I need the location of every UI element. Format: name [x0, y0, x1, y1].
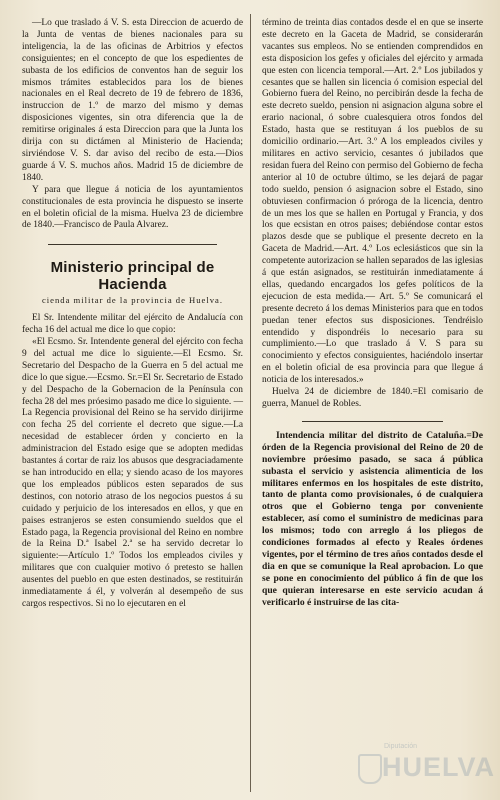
paragraph-intendente: El Sr. Intendente militar del ejército de Andalucía con fecha 16 del actual me dice lo que copio:	[22, 313, 243, 336]
watermark-subtitle: Diputación	[384, 743, 418, 750]
paragraph-articulos: término de treinta dias contados desde el en que se inserte este decreto en la Gaceta de Madrid, se considerarán vacantes sus empleos. No se entienden comprendidos en esta disposicion los gefes y oficiales del ejército y armada que esten con licencia temporal.—Art. 2.º Los jubilados y cesantes que se hallen sin licencia ó comision especial del Gobierno fuera del Reino, no percibirán desde la fecha de este decreto sueldo, pension ni asignacion alguna sobre el erario nacional, ó sobre cualesquiera otros fondos del Estado, hasta que se restituyan á los pueblos de su domicilio ordinario.—Art. 3.º A los empleados civiles y militares en activo servicio, cesantes ó jubilados que residan fuera del Reino con permiso del Gobierno de fecha anterior al 10 de octubre último, se les dejará de pagar todo sueldo, pension ó asignacion sobre el Estado, sino obtuviesen confirmacion ó próroga de la licencia, dentro de un mes los que se hallen en Portugal y Francia, y dos los que ecsistan en otros paises; debiéndose contar estos plazos desde que se publique el presente decreto en la Gaceta de Madrid.—Art. 4.º Los eclesiásticos que sin la competente autorizacion se hallen separados de las iglesias á que están asignados, se restituirán inmediatamente á ellas, quedando encargados los gefes políticos de la ejecucion de esta medida.— Art. 5.º Se comunicará el presente decreto á los demas Ministerios para que en todos puedan tener efectos sus disposiciones. Tendréislo entendido y dispondréis lo necesario para su cumplimiento.—Lo que traslado á V. S para su conocimiento y efectos consiguientes, haciéndolo insertar en el boletin oficial de esa provincia para que llegue á noticia de los interesados.»	[262, 18, 484, 386]
section-divider-right	[302, 421, 443, 422]
paragraph-direccion: —Lo que traslado á V. S. esta Direccion de acuerdo de la Junta de ventas de bienes nacionales para su inteligencia, la de las oficinas de Arbitrios y efectos consiguientes; en el concepto de que los espedientes de subasta de los edificios de conventos han de seguir los mismos trámites establecidos para los de bienes nacionales en el Real decreto de 19 de febrero de 1836, instruccion de 1.º de marzo del mismo y demas disposiciones vigentes, sin otra diferencia que la de remitirse originales á esta Direccion para que la Junta los dirija con su dictámen al Ministerio de Hacienda; sirviéndose V. S. dar aviso del recibo de esta.—Dios guarde á V. S. muchos años. Madrid 15 de diciembre de 1840.	[22, 18, 243, 183]
section-subheading: cienda militar de la provincia de Huelva.	[41, 295, 224, 306]
left-column	[22, 18, 243, 611]
watermark-logo: HUELVA	[382, 752, 495, 782]
paragraph-cataluna: Intendencia militar del distrito de Cataluña.=De órden de la Regencia provisional del Reino de 20 de noviembre próesimo pasado, se saca á pública subasta el servicio y asistencia alimenticia de los militares enfermos en los hospitales de este distrito, tanto de planta como provisionales, ó de cualquiera otros que el Gobierno tenga por conveniente establecer, así como el suministro de medicinas para los mismos; todo con arreglo á los pliegos de condiciones formados al efecto y Reales órdenes vigentes, por el término de tres años contados desde el dia en que se comunique la Real aprobacion. Lo que se pone en conocimiento del público á fin de que los que quieran interesarse en este servicio acudan á verificarlo é instruirse de las cita-	[262, 429, 483, 608]
column-rule	[250, 14, 251, 792]
section-divider	[48, 244, 217, 245]
section-heading: Ministerio principal de Hacienda	[50, 259, 215, 294]
paragraph-insercion: Y para que llegue á noticia de los ayuntamientos constitucionales de esta provincia he dispuesto se inserte en el boletin oficial de la misma. Huelva 23 de diciembre de 1840.—Francisco de Paula Alvarez.	[22, 184, 243, 231]
right-column	[262, 18, 483, 609]
crest-icon	[358, 754, 382, 784]
paragraph-firma: Huelva 24 de diciembre de 1840.=El comisario de guerra, Manuel de Robles.	[262, 387, 483, 409]
paragraph-decreto: «El Ecsmo. Sr. Intendente general del ejército con fecha 9 del actual me dice lo siguiente.—El Ecsmo. Sr. Secretario del Despacho de la Guerra en 5 del actual me dice lo que sigue.—Ecsmo. Sr.=El Sr. Secretario de Estado y del Despacho de la Gobernacion de la Península con fecha 28 del mes próesimo pasado me dice lo siguiente. —La Regencia provisional del Reino se ha servido dirijirme con fecha 25 del corriente el decreto que sigue.—La necesidad de establecer órden y concierto en la administracion del Estado esige que se adopten medidas bastantes á cortar de raiz los abusos que desgraciadamente se han introducido en ella; y siendo acaso de los mayores que los empleados públicos esten separados de sus destinos, con notorio atraso de los negocios puestos á su cuidado y perjuicio de los interesados en ellos, y que en paises estranjeros se esten consumiendo sueldos que el Estado paga, la Regencia provisional del Reino en nombre de la Reina D.ª Isabel 2.ª se ha servido decretar lo siguiente:—Artículo 1.º Todos los empleados civiles y militares que con cualquier motivo ó pretesto se hallen ausentes del pueblo en que esten destinados, se restituirán inmediatamente á él, y volverán al desempeño de sus cargos respectivos. Si no lo ejecutaren en el	[22, 337, 243, 609]
